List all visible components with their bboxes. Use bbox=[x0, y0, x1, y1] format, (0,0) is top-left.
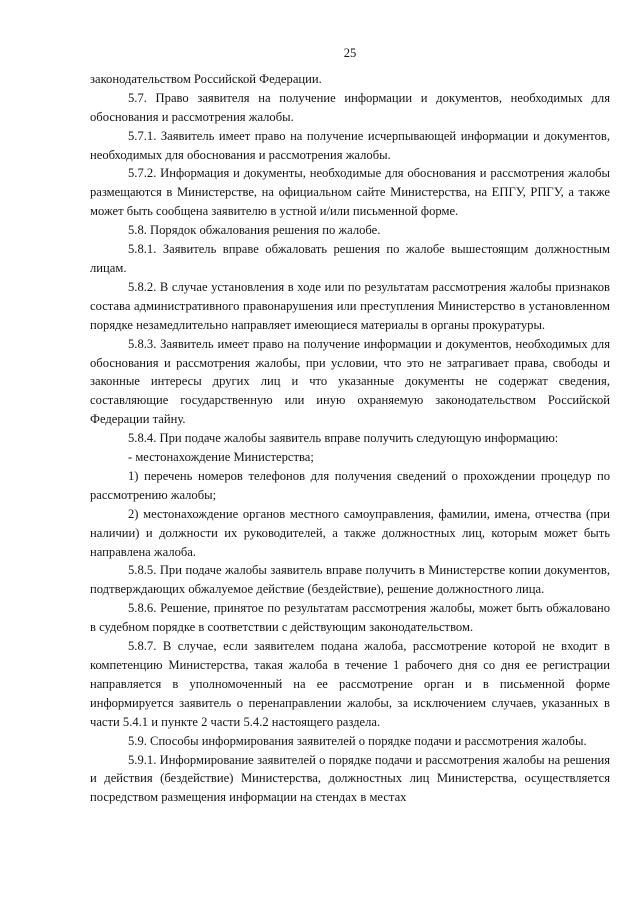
paragraph: - местонахождение Министерства; bbox=[128, 450, 314, 465]
page-number: 25 bbox=[343, 46, 357, 60]
paragraph: 5.9.1. Информирование заявителей о порядке подачи и рассмотрения жалобы на решения и действия (бездействие) Министерства, должностных лиц Министерства, осуществляется посредством размещения информации на стендах в местах bbox=[90, 752, 610, 805]
paragraph: 5.8.2. В случае установления в ходе или по результатам рассмотрения жалобы признаков состава административного правонарушения или преступления Министерство в установленном порядке незамедлительно направляет имеющиеся материалы в органы прокуратуры. bbox=[90, 279, 610, 332]
paragraph: законодательством Российской Федерации. bbox=[90, 71, 322, 86]
paragraph: 2) местонахождение органов местного самоуправления, фамилии, имена, отчества (при наличии) и должности их руководителей, а также должностных лиц, которым может быть направлена жалоба. bbox=[90, 506, 610, 559]
paragraph: 1) перечень номеров телефонов для получения сведений о прохождении процедур по рассмотрению жалобы; bbox=[90, 468, 610, 502]
paragraph: 5.9. Способы информирования заявителей о порядке подачи и рассмотрения жалобы. bbox=[128, 733, 587, 748]
paragraph: 5.7. Право заявителя на получение информации и документов, необходимых для обоснования и рассмотрения жалобы. bbox=[90, 90, 610, 124]
paragraph: 5.7.2. Информация и документы, необходимые для обоснования и рассмотрения жалобы размещаются в Министерстве, на официальном сайте Министерства, на ЕПГУ, РПГУ, а также может быть сообщена заявителю в устной и/или письменной форме. bbox=[90, 166, 610, 219]
document-body bbox=[90, 70, 610, 807]
paragraph: 5.8.7. В случае, если заявителем подана жалоба, рассмотрение которой не входит в компетенцию Министерства, такая жалоба в течение 1 рабочего дня со дня ее регистрации направляется в уполномоченный на ее рассмотрение орган и в письменной форме информируется заявитель о перенаправлении жалобы, за исключением случаев, указанных в части 5.4.1 и пункте 2 части 5.4.2 настоящего раздела. bbox=[90, 639, 610, 729]
paragraph: 5.8.3. Заявитель имеет право на получение информации и документов, необходимых для обоснования и рассмотрения жалобы, при условии, что это не затрагивает права, свободы и законные интересы других лиц и что указанные документы не содержат сведения, составляющие государственную или иную охраняемую законодательством Российской Федерации тайну. bbox=[90, 336, 610, 427]
paragraph: 5.8. Порядок обжалования решения по жалобе. bbox=[128, 223, 381, 238]
paragraph: 5.7.1. Заявитель имеет право на получение исчерпывающей информации и документов, необходимых для обоснования и рассмотрения жалобы. bbox=[90, 128, 610, 162]
paragraph: 5.8.6. Решение, принятое по результатам рассмотрения жалобы, может быть обжаловано в судебном порядке в соответствии с действующим законодательством. bbox=[90, 601, 610, 635]
paragraph: 5.8.1. Заявитель вправе обжаловать решения по жалобе вышестоящим должностным лицам. bbox=[90, 242, 610, 275]
paragraph: 5.8.5. При подаче жалобы заявитель вправе получить в Министерстве копии документов, подтверждающих обжалуемое действие (бездействие), решение должностного лица. bbox=[90, 563, 610, 597]
paragraph: 5.8.4. При подаче жалобы заявитель вправе получить следующую информацию: bbox=[128, 431, 559, 446]
